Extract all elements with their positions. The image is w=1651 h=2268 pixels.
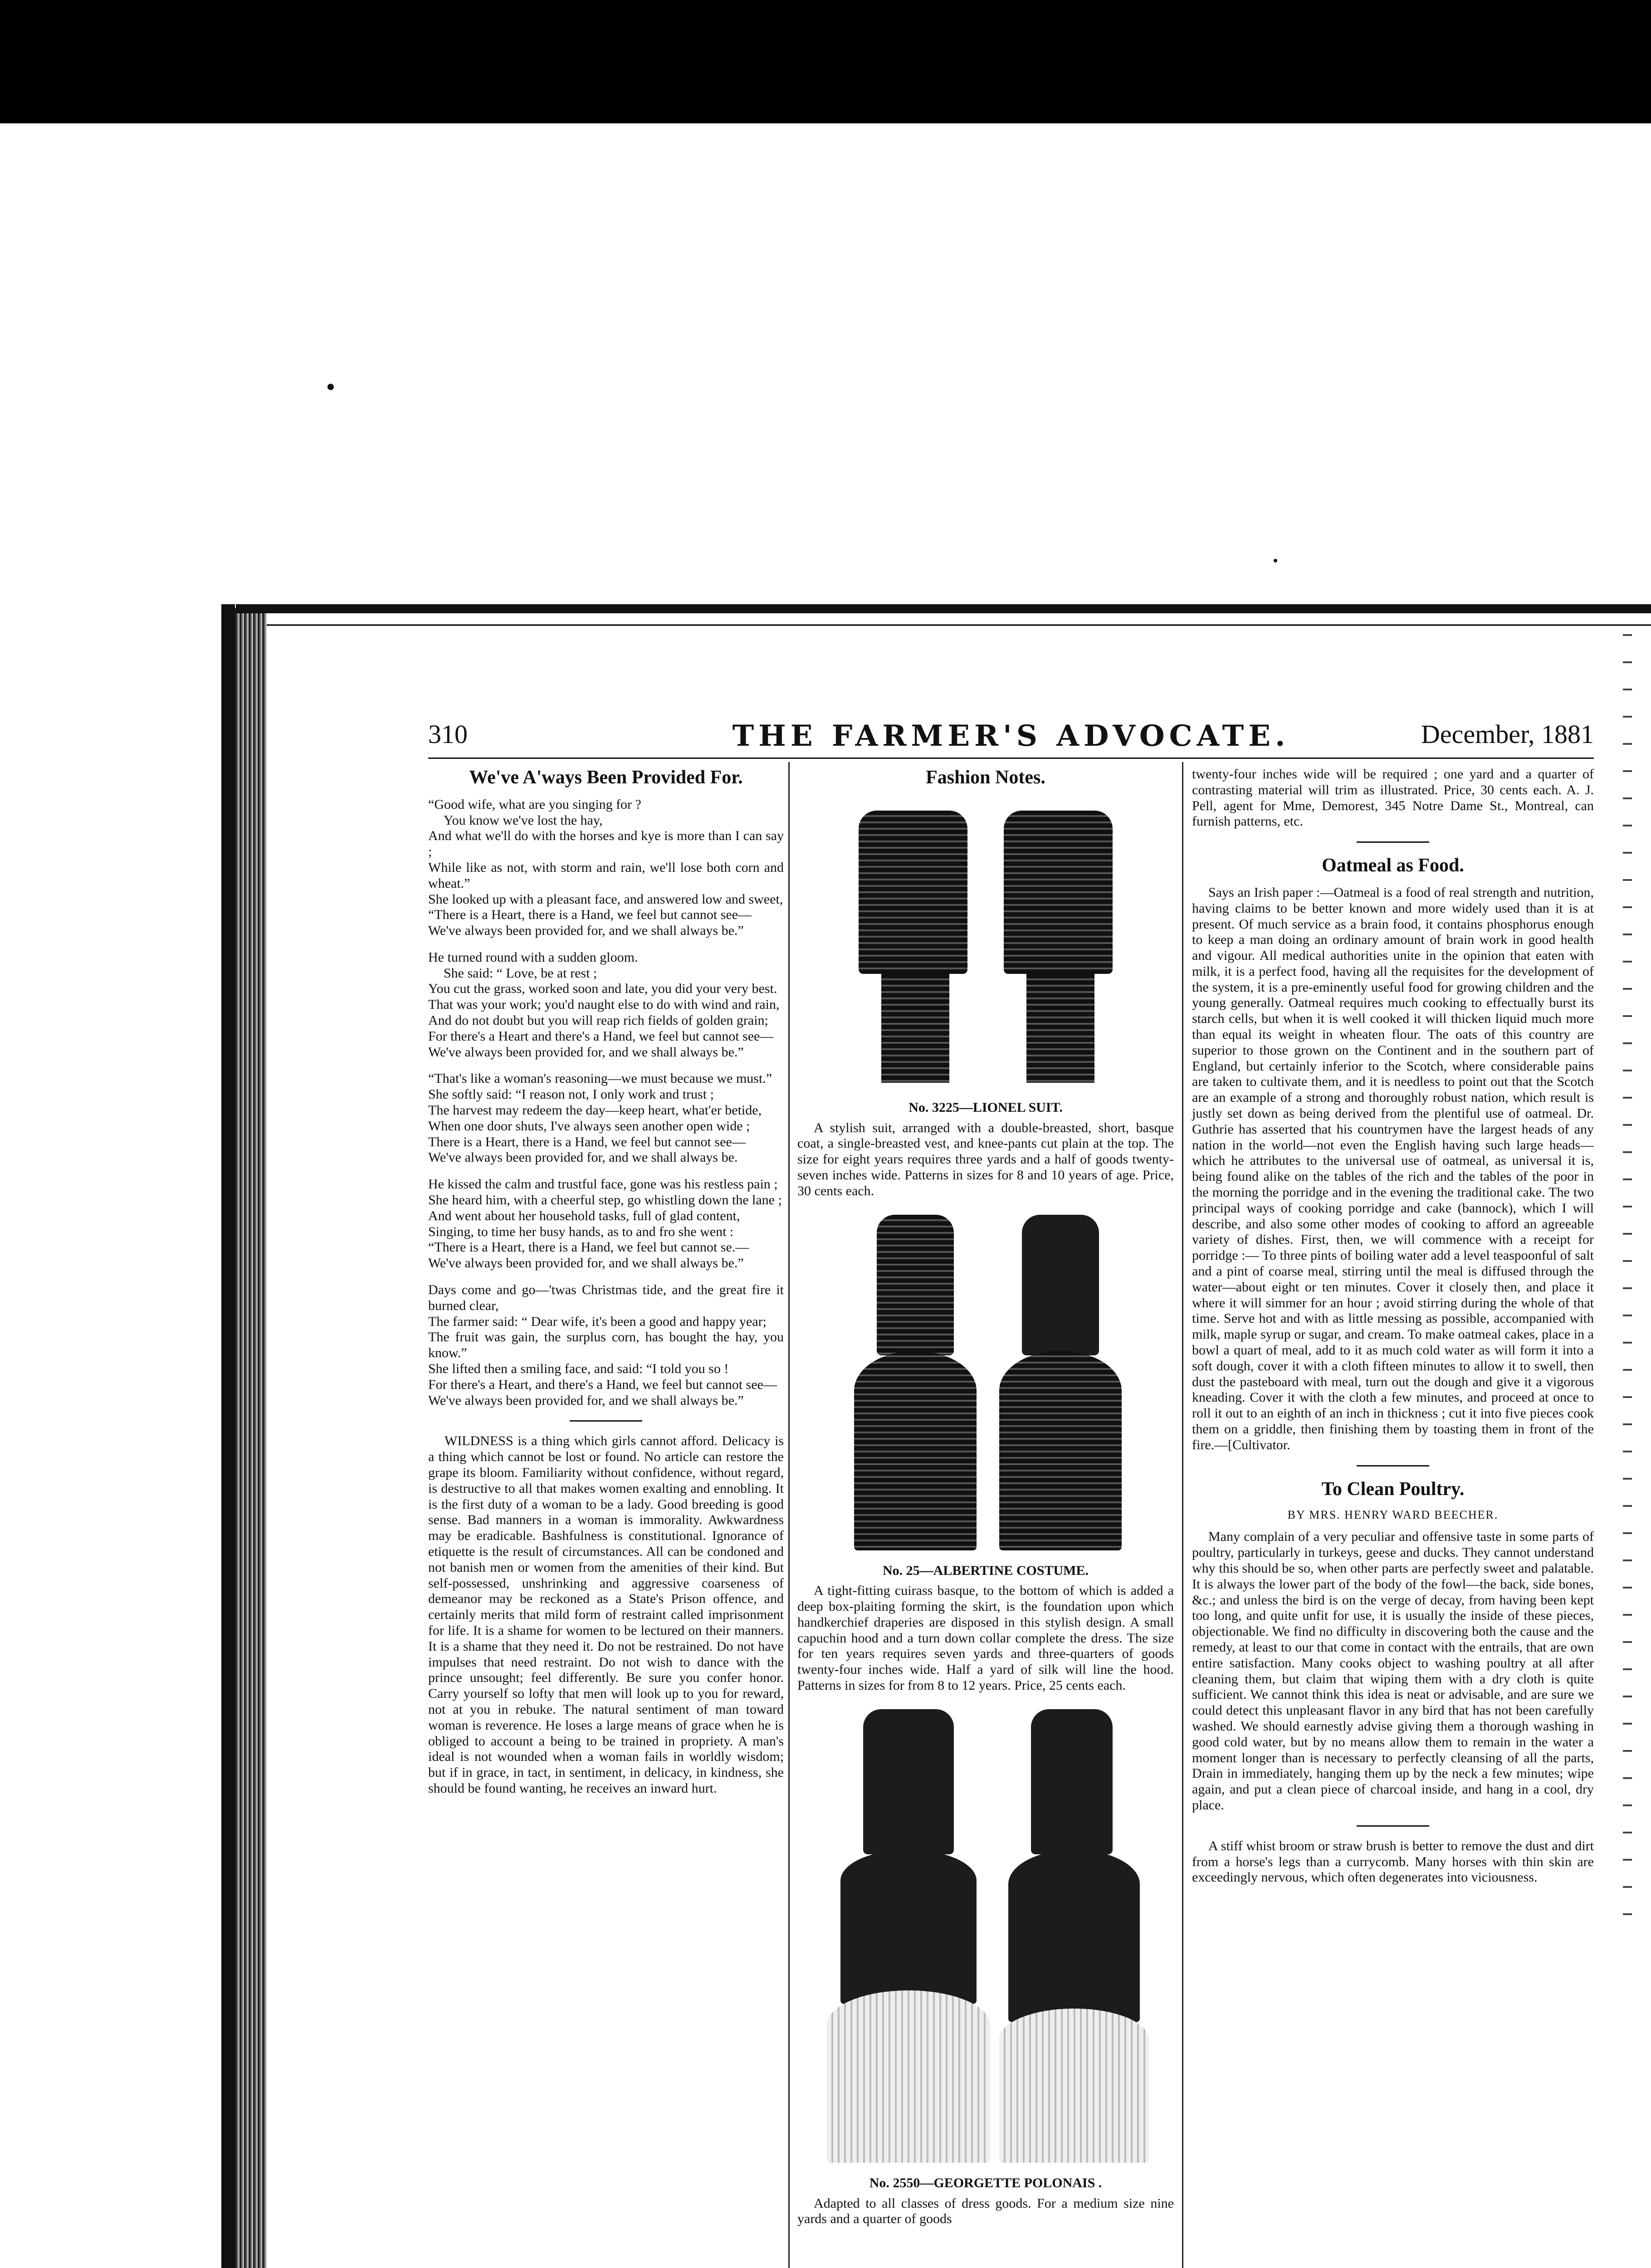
- newspaper-page: [267, 626, 1623, 2268]
- issue-date: December, 1881: [1421, 719, 1594, 749]
- header-rule: [428, 758, 1594, 759]
- oatmeal-text: Says an Irish paper :—Oatmeal is a food of real strength and nutrition, having claims to be better known and more widely used than it is at present. Of much service as a brain food, it contains phosphorus enough to keep a man doing an ordinary amount of brain work in good health and vigour. All medical authorities unite in the opinion that eaten with milk, it is a perfect food, having all the requisites for the development of the system, it is a pre-eminently useful food for growing children and the young generally. Oatmeal requires much cooking to effectually burst its starch cells, but when it is well cooked it will thicken liquid much more than equal its weight in wheaten flour. The oats of this country are superior to those grown on the Continent and in the southern part of England, but certainly inferior to the Scotch, where considerable pains are taken to cultivate them, and it is needless to point out that the Scotch are an example of a strong and thoroughly robust nation, which result is justly set down as being derived from the plentiful use of oatmeal. Dr. Guthrie has asserted that his countrymen have the largest heads of any nation in the world—not even the English having such large heads—which he attributes to the universal use of oatmeal, as universal it is, being found alike on the tables of the rich and the tables of the poor in the morning the porridge and in the evening the traditional cake. The two principal ways of cooking porridge and cake (bannock), which I will describe, and also some other modes of cooking to afford an agreeable variety of dishes. First, then, we will commence with a receipt for porridge :— To three pints of boiling water add a level teaspoonful of salt and a pint of coarse meal, stirring until the meal is diffused through the water—about eight or ten minutes. Cover it closely then, and place it where it will simmer for an hour ; avoid stirring during the whole of that time. Serve hot and with as little messing as possible, accompanied with milk, maple syrup or sugar, and cream. To make oatmeal cakes, place in a bowl a quart of meal, add to it as much cold water as will form it into a soft dough, cover it with a cloth fifteen minutes to allow it to swell, then dust the pasteboard with meal, turn out the dough and give it a vigorous kneading. Cover it with the cloth a few minutes, and proceed at once to roll it out to an eighth of an inch in thickness ; cut it into five pieces cook them on a griddle, then finishing them by toasting them in front of the fire.—[Cultivator.: [1192, 885, 1594, 1452]
- poem: [428, 797, 784, 1409]
- poem-stanza: [428, 950, 784, 1061]
- poem-line: We've always been provided for, and we shall always be.”: [428, 1256, 744, 1271]
- poem-line: He turned round with a sudden gloom.: [428, 949, 638, 965]
- poem-line: She heard him, with a cheerful step, go whistling down the lane ;: [428, 1193, 782, 1208]
- poem-line: For there's a Heart, and there's a Hand, we feel but cannot see—: [428, 1377, 777, 1392]
- costume-back-skirt: [999, 1351, 1122, 1550]
- oatmeal-title: Oatmeal as Food.: [1322, 855, 1464, 876]
- poem-title: We've A'ways Been Provided For.: [469, 767, 743, 788]
- page-header: [428, 719, 1594, 751]
- lionel-suit-illustration: [840, 797, 1131, 1096]
- poem-line: “That's like a woman's reasoning—we must because we must.”: [428, 1071, 772, 1086]
- poem-stanza: [428, 1071, 784, 1166]
- poultry-text: Many complain of a very peculiar and offensive taste in some parts of poultry, particularly in turkeys, geese and ducks. They cannot understand why this should be so, when other parts are perfectly sweet and palatable. It is always the lower part of the body of the fowl—the back, side bones, &c.; and unless the bird is on the verge of decay, from having been kept too long, and quite unfit for use, it is usually the inside of these pieces, objectionable. We find no difficulty in discovering both the cause and the remedy, at least to our that come in contact with the entrails, that are own entire satisfaction. Many cooks object to washing poultry at all after cleaning them, but claim that wiping them with a dry cloth is quite sufficient. We cannot think this idea is neat or advisable, and are sure we could detect this unpleasant flavor in any bird that has not been carefully washed. We should earnestly advise giving them a thorough washing in good cold water, but by no means allow them to remain in the water a moment longer than is necessary to perfectly cleansing of all the parts, Drain in immediately, hanging them up by the neck a few minutes; wipe again, and put a clean piece of charcoal inside, and hang in a cool, dry place.: [1192, 1529, 1594, 1813]
- scan-speck: [327, 384, 334, 390]
- poem-line: She softly said: “I reason not, I only work and trust ;: [428, 1087, 714, 1102]
- poem-line: We've always been provided for, and we shall always be.”: [428, 1393, 744, 1408]
- poultry-title: To Clean Poultry.: [1321, 1478, 1465, 1500]
- costume-front-bodice: [877, 1215, 954, 1355]
- poem-line: Singing, to time her busy hands, as to and fro she went :: [428, 1224, 734, 1239]
- poem-line: The fruit was gain, the surplus corn, has bought the hay, you know.”: [428, 1330, 784, 1361]
- suit-front-figure: [859, 811, 967, 974]
- book-spine: [235, 608, 267, 2268]
- poem-stanza: [428, 797, 784, 939]
- fashion-continuation: twenty-four inches wide will be required ; one yard and a quarter of contrasting material will trim as illustrated. Price, 30 cents each. A. J. Pell, agent for Mme, Demorest, 345 Notre Dame St., Montreal, can furnish patterns, etc.: [1192, 767, 1594, 829]
- poem-line: She said: “ Love, be at rest ;: [444, 965, 597, 981]
- poem-line: There is a Heart, there is a Hand, we feel but cannot see—: [428, 1134, 746, 1149]
- column-3: [1192, 767, 1594, 1892]
- suit-front-pants: [881, 974, 949, 1083]
- poem-line: For there's a Heart and there's a Hand, we feel but cannot see—: [428, 1028, 774, 1044]
- wildness-paragraph: WILDNESS is a thing which girls cannot afford. Delicacy is a thing which cannot be lost or found. No article can restore the grape its bloom. Familiarity without confidence, without regard, is destructive to all that makes women exalting and ennobling. It is the first duty of a woman to be a lady. Good breeding is good sense. Bad manners in a woman is immorality. Awkwardness may be eradicable. Bashfulness is constitutional. Ignorance of etiquette is the result of circumstances. All can be condoned and not banish men or women from the amenities of their kind. But self-possessed, unshrinking and aggressive coarseness of demeanor may be reckoned as a State's Prison offence, and certainly merits that mild form of restraint called imprisonment for life. It is a shame for women to be lectured on their manners. It is a shame that they need it. Do not be restrained. Do not have impulses that need restraint. Do not wish to dance with the prince unsought; feel differently. Be sure you confer honor. Carry yourself so lofty that men will look up to you for reward, not at you in rebuke. The natural sentiment of man toward woman is reverence. He loses a large means of grace when he is obliged to account a being to be trained in propriety. A man's ideal is not wounded when a woman fails in worldly wisdom; but if in grace, in tact, in sentiment, in delicacy, in kindness, she should be found wanting, he receives an inward hurt.: [428, 1433, 784, 1796]
- georgette-polonaise-illustration: [818, 1700, 1153, 2172]
- costume-back-bodice: [1022, 1215, 1099, 1355]
- fashion-title: Fashion Notes.: [926, 767, 1045, 788]
- poem-line: That was your work; you'd naught else to do with wind and rain,: [428, 997, 780, 1012]
- polonaise-front-drapery: [840, 1850, 977, 2004]
- suit-back-figure: [1004, 811, 1113, 974]
- column-rule: [788, 762, 790, 2268]
- section-rule: [1357, 1465, 1429, 1466]
- column-1: [428, 767, 784, 1803]
- costume-front-skirt: [854, 1351, 977, 1550]
- masthead: THE FARMER'S ADVOCATE.: [732, 719, 1290, 753]
- poem-line: And do not doubt but you will reap rich fields of golden grain;: [428, 1013, 768, 1028]
- poem-line: “There is a Heart, there is a Hand, we feel but cannot see—: [428, 907, 752, 923]
- poem-line: “There is a Heart, there is a Hand, we feel but cannot se.—: [428, 1240, 749, 1255]
- poem-line: He kissed the calm and trustful face, gone was his restless pain ;: [428, 1177, 778, 1192]
- poem-line: When one door shuts, I've always seen another open wide ;: [428, 1118, 750, 1134]
- poem-line: “Good wife, what are you singing for ?: [428, 797, 641, 812]
- polonaise-front-bodice: [863, 1709, 954, 1854]
- poem-line: She lifted then a smiling face, and said: “I told you so !: [428, 1361, 729, 1377]
- page-number: 310: [428, 719, 468, 749]
- albertine-costume-illustration: [836, 1206, 1135, 1559]
- broom-paragraph: A stiff whist broom or straw brush is better to remove the dust and dirt from a horse's legs than a currycomb. Many horses with thin skin are exceedingly nervous, which often degenerates into viciousness.: [1192, 1838, 1594, 1885]
- poem-line: And what we'll do with the horses and kye is more than I can say ;: [428, 828, 784, 860]
- column-2: [797, 767, 1174, 2234]
- section-rule: [570, 1420, 642, 1422]
- poultry-byline: BY MRS. HENRY WARD BEECHER.: [1287, 1508, 1499, 1522]
- poem-stanza: [428, 1177, 784, 1271]
- section-rule: [1357, 1825, 1429, 1827]
- polonaise-back-skirt: [999, 2009, 1149, 2163]
- poem-line: While like as not, with storm and rain, we'll lose both corn and wheat.”: [428, 860, 784, 891]
- albertine-costume-text: A tight-fitting cuirass basque, to the bottom of which is added a deep box-plaiting forming the skirt, is the foundation upon which handkerchief draperies are disposed in this stylish design. A small capuchin hood and a turn down collar complete the dress. The size for ten years requires seven yards and three-quarters of goods twenty-four inches wide. Half a yard of silk will line the hood. Patterns in sizes for from 8 to 12 years. Price, 25 cents each.: [797, 1583, 1174, 1693]
- poem-line: You know we've lost the hay,: [444, 812, 603, 828]
- poem-line: And went about her household tasks, full of glad content,: [428, 1208, 740, 1223]
- polonaise-front-skirt: [827, 1990, 990, 2163]
- georgette-polonaise-text: Adapted to all classes of dress goods. For a medium size nine yards and a quarter of goods: [797, 2195, 1174, 2227]
- poem-line: We've always been provided for, and we shall always be.”: [428, 1044, 744, 1060]
- book-edge: [221, 604, 235, 2268]
- albertine-costume-caption: No. 25—ALBERTINE COSTUME.: [882, 1563, 1089, 1578]
- poem-stanza: [428, 1282, 784, 1408]
- poem-line: The harvest may redeem the day—keep heart, what'er betide,: [428, 1103, 762, 1118]
- polonaise-back-bodice: [1031, 1709, 1113, 1854]
- polonaise-back-drapery: [1008, 1850, 1140, 2022]
- section-rule: [1357, 841, 1429, 843]
- book-top-edge: [236, 604, 1651, 613]
- scan-speck: [1274, 559, 1277, 562]
- column-rule: [1182, 762, 1183, 2268]
- georgette-polonaise-caption: No. 2550—GEORGETTE POLONAIS .: [869, 2175, 1102, 2190]
- poem-line: We've always been provided for, and we shall always be.: [428, 1150, 738, 1165]
- poem-line: She looked up with a pleasant face, and answered low and sweet,: [428, 891, 783, 907]
- poem-line: The farmer said: “ Dear wife, it's been a good and happy year;: [428, 1314, 767, 1329]
- poem-line: Days come and go—'twas Christmas tide, and the great fire it burned clear,: [428, 1282, 784, 1313]
- poem-line: You cut the grass, worked soon and late, you did your very best.: [428, 981, 777, 997]
- lionel-suit-text: A stylish suit, arranged with a double-breasted, short, basque coat, a single-breasted vest, and knee-pants cut plain at the top. The size for eight years requires three yards and a half of goods twenty-seven inches wide. Patterns in sizes for 8 and 10 years of age. Price, 30 cents each.: [797, 1120, 1174, 1198]
- poem-line: We've always been provided for, and we shall always be.”: [428, 923, 744, 938]
- suit-back-pants: [1026, 974, 1094, 1083]
- adjacent-page-fringe: [1623, 626, 1632, 1919]
- lionel-suit-caption: No. 3225—LIONEL SUIT.: [909, 1100, 1063, 1115]
